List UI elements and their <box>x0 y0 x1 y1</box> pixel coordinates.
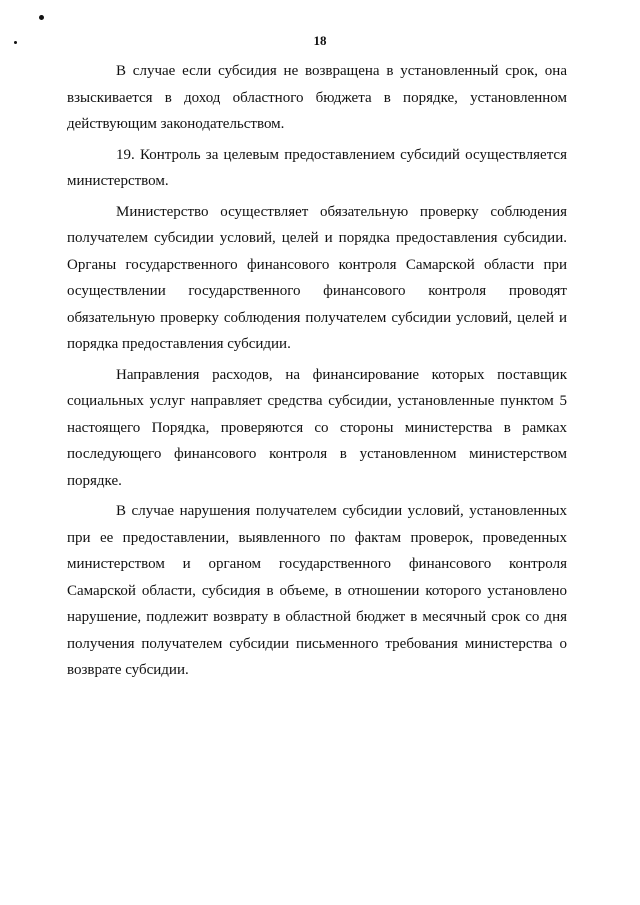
paragraph-ministry-verification: Министерство осуществляет обязательную проверку соблюдения получателем субсидии условий, целей и порядка предоставления субсидии. Органы государственного финансового контроля Самарской области при осуществлении государственного финансового контроля проводят обязательную проверку соблюдения получателем субсидии условий, целей и порядка предоставления субсидии. <box>67 203 567 352</box>
scan-artifact-dot <box>39 15 44 20</box>
document-body <box>67 58 567 684</box>
paragraph-expense-directions: Направления расходов, на финансирование которых поставщик социальных услуг направляет средства субсидии, установленные пунктом 5 настоящего Порядка, проверяются со стороны министерства в рамках последующего финансового контроля в установленном министерством порядке. <box>67 366 567 489</box>
paragraph-control-clause: 19. Контроль за целевым предоставлением субсидий осуществляется министерством. <box>67 146 567 189</box>
page-number: 18 <box>313 33 327 48</box>
paragraph-violation-refund: В случае нарушения получателем субсидии условий, установленных при ее предоставлении, выявленного по фактам проверок, проведенных министерством и органом государственного финансового контроля Самарской области, субсидия в объеме, в отношении которого установлено нарушение, подлежит возврату в областной бюджет в месячный срок со дня получения получателем субсидии письменного требования министерства о возврате субсидии. <box>67 503 567 678</box>
paragraph-subsidy-recovery: В случае если субсидия не возвращена в установленный срок, она взыскивается в доход областного бюджета в порядке, установленном действующим законодательством. <box>67 63 567 132</box>
